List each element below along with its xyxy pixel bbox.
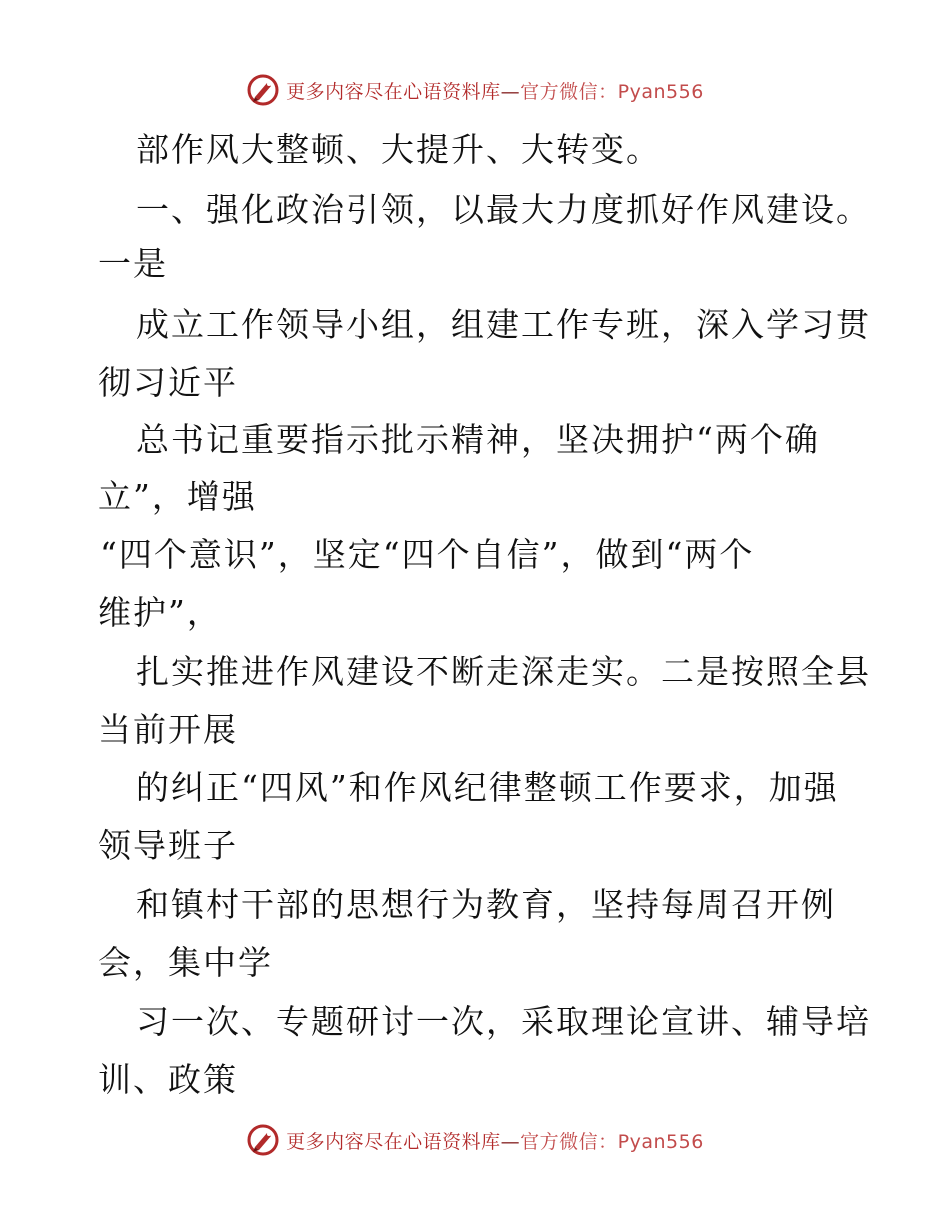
text-line: 彻习近平: [98, 363, 238, 402]
text-line: 维护”，: [98, 593, 222, 632]
text-line: 会，集中学: [98, 943, 273, 982]
text-line: 成立工作领导小组，组建工作专班，深入学习贯: [136, 305, 871, 344]
text-line: 和镇村干部的思想行为教育，坚持每周召开例: [136, 885, 836, 924]
pen-logo-icon: [246, 73, 280, 107]
text-line: 当前开展: [98, 710, 238, 749]
text-line: 习一次、专题研讨一次，采取理论宣讲、辅导培: [136, 1002, 871, 1041]
text-line: 训、政策: [98, 1060, 238, 1099]
watermark-text: 更多内容尽在心语资料库—官方微信：Pyan556: [286, 80, 704, 103]
text-line: 立”，增强: [98, 477, 257, 516]
text-line: 的纠正“四风”和作风纪律整顿工作要求，加强: [136, 768, 839, 807]
text-line: 领导班子: [98, 826, 238, 865]
text-line: 一、强化政治引领，以最大力度抓好作风建设。: [136, 190, 871, 229]
text-line: 总书记重要指示批示精神，坚决拥护“两个确: [136, 420, 820, 459]
pen-logo-icon: [246, 1123, 280, 1157]
header-watermark-banner: [0, 70, 950, 110]
watermark-text: 更多内容尽在心语资料库—官方微信：Pyan556: [286, 1130, 704, 1153]
text-line: 一是: [98, 244, 168, 283]
text-line: 扎实推进作风建设不断走深走实。二是按照全县: [136, 652, 871, 691]
footer-watermark-banner: [0, 1120, 950, 1160]
text-line: 部作风大整顿、大提升、大转变。: [136, 130, 661, 169]
text-line: “四个意识”，坚定“四个自信”，做到“两个: [100, 535, 755, 574]
